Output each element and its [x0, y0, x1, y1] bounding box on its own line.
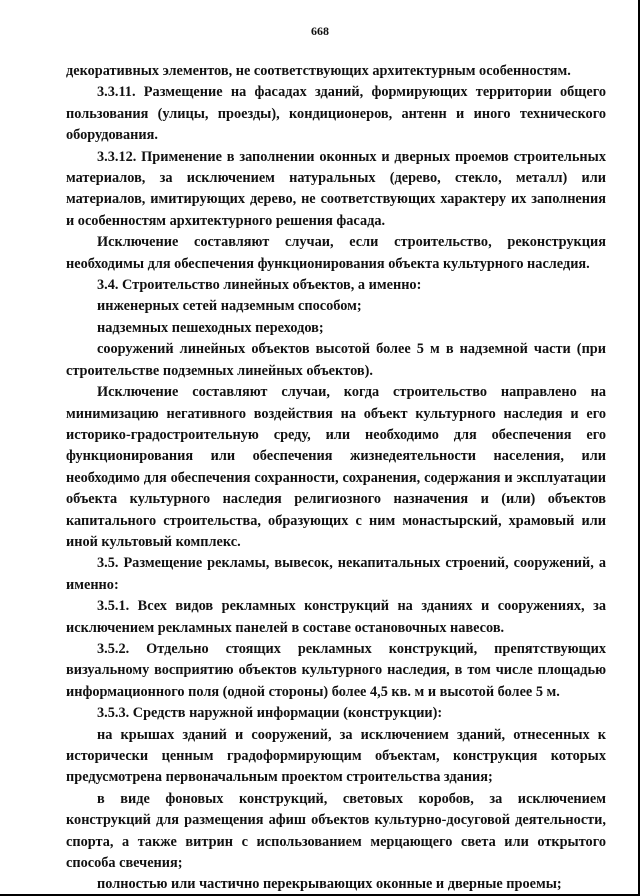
paragraph: 3.3.11. Размещение на фасадах зданий, формирующих территории общего пользования (улицы, проезды), кондиционеров, антенн и иного технического оборудования.: [66, 84, 606, 144]
paragraph: Исключение составляют случаи, когда строительство направлено на минимизацию негативного воздействия на объект культурного наследия и его историко-градостроительную среду, или необходимо для обеспечения его функционирования или обеспечения жизнедеятельности населения, или необходимо для обеспечения сохранности, сохранения, содержания и эксплуатации объекта культурного наследия религиозного назначения и (или) объектов капитального строительства, образующих с ним монастырский, храмовый или иной культовый комплекс.: [66, 384, 606, 550]
paragraph: 3.5.3. Средств наружной информации (конструкции):: [97, 705, 443, 722]
paragraph: 3.5.1. Всех видов рекламных конструкций на зданиях и сооружениях, за исключением рекламных панелей в составе остановочных навесов.: [66, 598, 606, 636]
page-number: 668: [311, 24, 329, 38]
paragraph: 3.3.12. Применение в заполнении оконных и дверных проемов строительных материалов, за исключением натуральных (дерево, стекло, металл) или материалов, имитирующих дерево, не соответствующих характеру их заполнения и особенностям архитектурного решения фасада.: [66, 148, 606, 229]
paragraph: 3.5.2. Отдельно стоящих рекламных конструкций, препятствующих визуальному восприятию объектов культурного наследия, в том числе площадью информационного поля (одной стороны) более 4,5 кв. м и высотой более 5 м.: [66, 640, 606, 700]
paragraph: 3.5. Размещение рекламы, вывесок, некапитальных строений, сооружений, а именно:: [66, 555, 606, 593]
paragraph: полностью или частично перекрывающих оконные и дверные проемы;: [97, 876, 562, 893]
paragraph: на крышах зданий и сооружений, за исключением зданий, отнесенных к исторически ценным градоформирующим объектам, конструкция которых предусмотрена первоначальным проектом строительства здания;: [66, 726, 606, 786]
document-body: [66, 61, 606, 896]
paragraph: сооружений линейных объектов высотой более 5 м в надземной части (при строительстве подземных линейных объектов).: [66, 341, 606, 379]
paragraph: Исключение составляют случаи, если строительство, реконструкция необходимы для обеспечения функционирования объекта культурного наследия.: [66, 234, 606, 272]
paragraph: декоративных элементов, не соответствующих архитектурным особенностям.: [66, 63, 571, 79]
paragraph: в виде фоновых конструкций, световых коробов, за исключением конструкций для размещения афиш объектов культурно-досуговой деятельности, спорта, а также витрин с использованием мерцающего света или открытого способа свечения;: [66, 790, 606, 872]
paragraph: инженерных сетей надземным способом;: [97, 298, 362, 315]
paragraph: 3.4. Строительство линейных объектов, а именно:: [97, 277, 422, 294]
paragraph: надземных пешеходных переходов;: [97, 319, 324, 336]
